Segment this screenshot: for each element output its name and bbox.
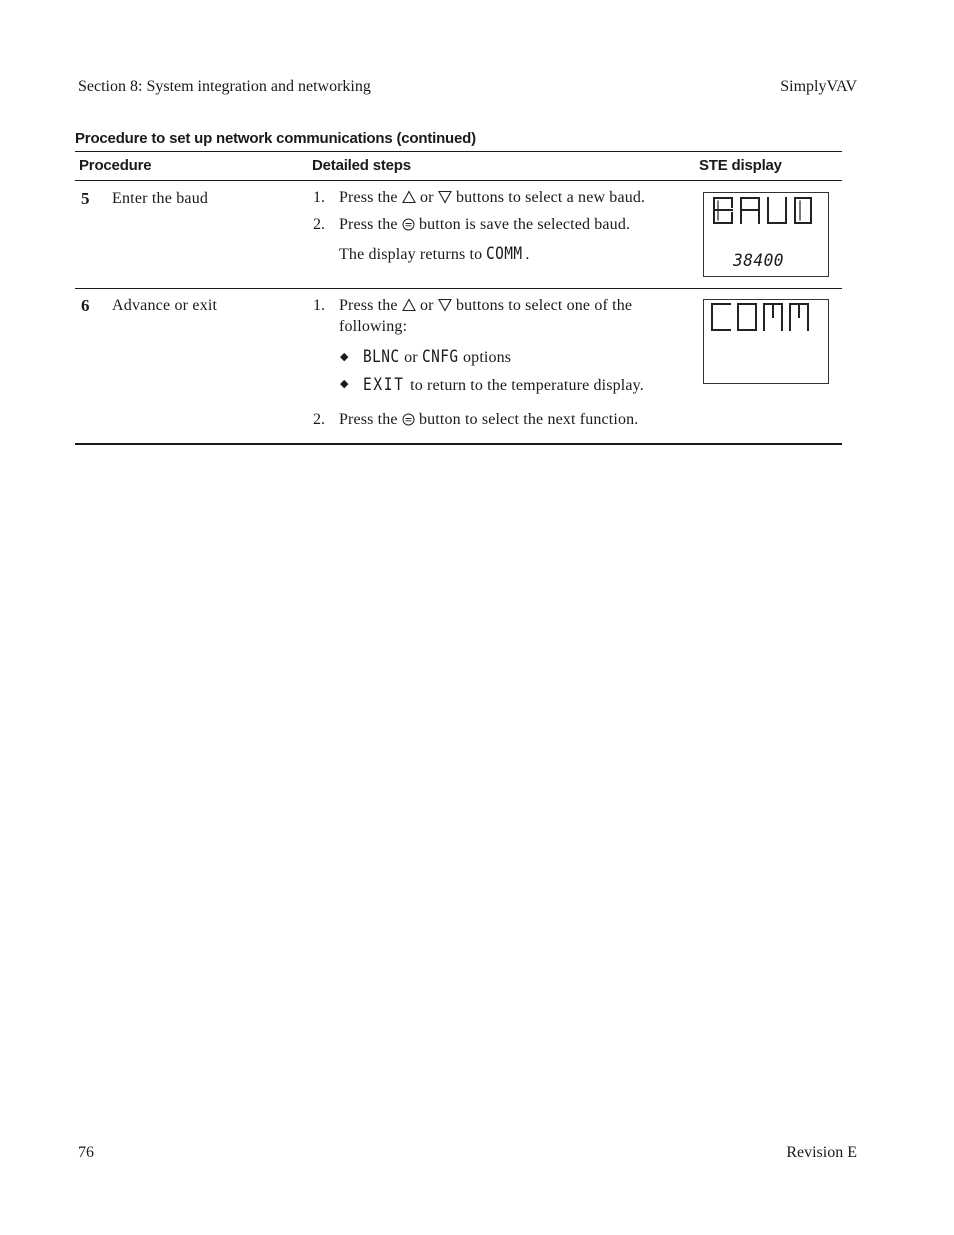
lcd-code: EXIT — [363, 375, 405, 395]
step-text: Press the button is save the selected baud. — [339, 216, 631, 233]
lcd-code: BLNC — [363, 347, 400, 367]
step-number: 2. — [313, 411, 325, 428]
lcd-code: COMM — [486, 244, 523, 264]
step-text: following: — [339, 318, 408, 335]
running-header-product: SimplyVAV — [780, 78, 857, 95]
table-top-rule — [75, 151, 842, 152]
ste-display-subvalue: 38400 — [733, 251, 785, 271]
procedure-title: Advance or exit — [112, 297, 218, 314]
diamond-bullet-icon: ◆ — [340, 351, 349, 363]
table-bottom-rule — [75, 443, 842, 445]
procedure-number: 5 — [81, 189, 90, 208]
ste-display-comm — [703, 299, 829, 384]
table-caption: Procedure to set up network communications (continued) — [75, 130, 476, 147]
diamond-bullet-icon: ◆ — [340, 378, 349, 390]
running-header-section: Section 8: System integration and networking — [78, 78, 371, 95]
step-number: 2. — [313, 216, 325, 233]
step-number: 1. — [313, 297, 325, 314]
step-number: 1. — [313, 189, 325, 206]
column-header-procedure: Procedure — [79, 157, 152, 174]
bullet-text: EXIT to return to the temperature display. — [363, 375, 644, 395]
bullet-text: BLNC or CNFG options — [363, 347, 512, 367]
revision-label: Revision E — [786, 1144, 857, 1161]
up-triangle-icon — [402, 190, 416, 204]
enter-button-icon — [402, 218, 415, 231]
step-text: Press the or buttons to select a new baud. — [339, 189, 646, 206]
row-divider — [75, 288, 842, 289]
down-triangle-icon — [438, 298, 452, 312]
column-header-detailed-steps: Detailed steps — [312, 157, 411, 174]
header-divider — [75, 180, 842, 181]
step-text: Press the or buttons to select one of the — [339, 297, 633, 314]
ste-display-baud — [703, 192, 829, 277]
ste-display-graphic — [704, 300, 828, 383]
step-text: Press the button to select the next function. — [339, 411, 639, 428]
column-header-ste-display: STE display — [699, 157, 782, 174]
down-triangle-icon — [438, 190, 452, 204]
procedure-number: 6 — [81, 296, 90, 315]
up-triangle-icon — [402, 298, 416, 312]
step-text: The display returns to COMM . — [339, 244, 530, 264]
procedure-title: Enter the baud — [112, 190, 209, 207]
enter-button-icon — [402, 413, 415, 426]
lcd-code: CNFG — [421, 347, 459, 367]
page-number: 76 — [78, 1144, 94, 1161]
